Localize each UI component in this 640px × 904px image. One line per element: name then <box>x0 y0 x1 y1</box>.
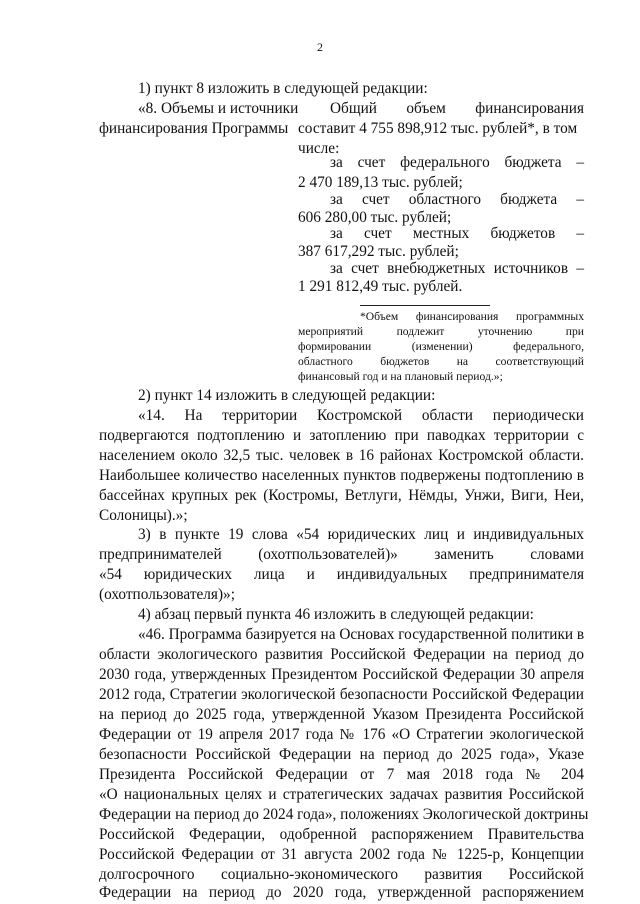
footnote-line: формировании (изменении) федерального, <box>298 340 584 353</box>
paragraph-line: Федерации от 19 апреля 2017 года № 176 «О Стратегии экологической <box>99 726 584 743</box>
item4-heading: 4) абзац первый пункта 46 изложить в следующей редакции: <box>138 606 534 623</box>
table-left-line: «8. Объемы и источники <box>138 100 299 117</box>
table-right-line: за счет внебюджетных источников – <box>330 260 584 277</box>
paragraph-line: подвергаются подтоплению и затоплению при паводках территории с <box>99 427 584 444</box>
paragraph-line: «46. Программа базируется на Основах государственной политики в <box>138 626 585 643</box>
paragraph-line: «О национальных целях и стратегических задачах развития Российской <box>99 786 584 803</box>
paragraph-line: Президента Российской Федерации от 7 мая 2018 года № 204 <box>99 766 584 783</box>
table-right-line: 2 470 189,13 тыс. рублей; <box>298 174 463 191</box>
paragraph-line: 2030 года, утвержденных Президентом Российской Федерации 30 апреля <box>99 666 584 683</box>
footnote-separator <box>360 305 490 306</box>
paragraph-line: Наибольшее количество населенных пунктов подвержены подтоплению в <box>99 467 584 484</box>
table-left-line: финансирования Программы <box>99 120 289 137</box>
item2-heading: 2) пункт 14 изложить в следующей редакции: <box>138 387 436 404</box>
table-right-line: составит 4 755 898,912 тыс. рублей*, в том <box>298 120 578 137</box>
paragraph-line: «54 юридических лица и индивидуальных предпринимателя <box>99 566 584 583</box>
footnote-line: мероприятий подлежит уточнению при <box>298 325 584 338</box>
table-right-line: Общий объем финансирования <box>330 100 584 117</box>
paragraph-line: Российской Федерации от 31 августа 2002 года № 1225-р, Концепции <box>99 846 584 863</box>
paragraph-line: области экологического развития Российской Федерации на период до <box>99 646 584 663</box>
table-right-line: за счет областного бюджета – <box>330 191 584 208</box>
table-right-line: 1 291 812,49 тыс. рублей. <box>298 278 463 295</box>
item1-heading: 1) пункт 8 изложить в следующей редакции: <box>138 80 428 97</box>
paragraph-line: на период до 2025 года, утвержденной Указом Президента Российской <box>99 706 584 723</box>
paragraph-line: предпринимателей (охотпользователей)» заменить словами <box>99 546 584 563</box>
footnote-line: *Объем финансирования программных <box>360 310 584 323</box>
paragraph-line: населением около 32,5 тыс. человек в 16 районах Костромской области. <box>99 447 584 464</box>
paragraph-line: Российской Федерации, одобренной распоряжением Правительства <box>99 826 584 843</box>
paragraph-line: 3) в пункте 19 слова «54 юридических лиц и индивидуальных <box>138 526 584 543</box>
page-number: 2 <box>317 40 323 54</box>
paragraph-line: Федерации на период до 2024 года», положениях Экологической доктрины <box>99 806 589 823</box>
table-right-line: за счет федерального бюджета – <box>330 154 584 171</box>
table-right-line: за счет местных бюджетов – <box>330 225 584 242</box>
paragraph-line: долгосрочного социально-экономического развития Российской <box>99 866 584 883</box>
table-right-line: числе: <box>298 140 340 157</box>
table-right-line: 387 617,292 тыс. рублей; <box>298 243 459 260</box>
paragraph-line: «14. На территории Костромской области периодически <box>138 407 584 424</box>
paragraph-line: безопасности Российской Федерации на период до 2025 года», Указе <box>99 746 584 763</box>
paragraph-line: (охотпользователя)»; <box>99 586 235 603</box>
paragraph-line: 2012 года, Стратегии экологической безопасности Российской Федерации <box>99 686 584 703</box>
paragraph-line: бассейнах крупных рек (Костромы, Ветлуги, Нёмды, Унжи, Виги, Неи, <box>99 487 584 504</box>
paragraph-line: Солоницы).»; <box>99 507 188 524</box>
table-right-line: 606 280,00 тыс. рублей; <box>298 209 452 226</box>
paragraph-line: Федерации на период до 2020 года, утвержденной распоряжением <box>99 884 584 901</box>
footnote-line: областного бюджетов на соответствующий <box>298 355 584 368</box>
footnote-line: финансовый год и на плановый период.»; <box>298 370 503 383</box>
